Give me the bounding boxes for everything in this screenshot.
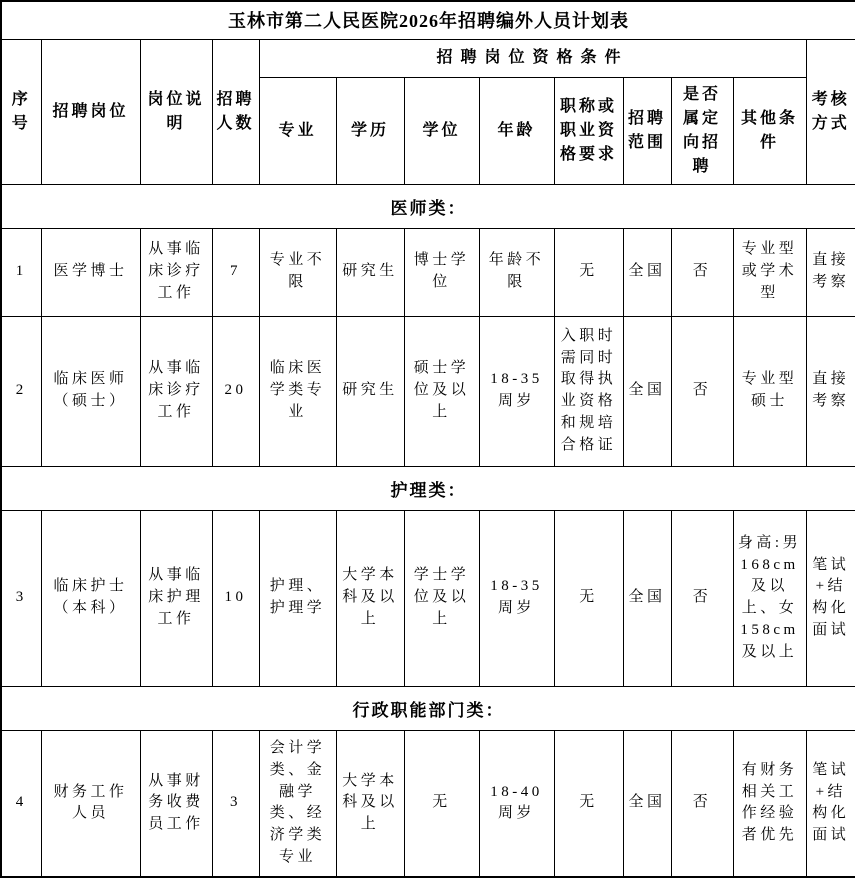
- section-label: 医师类：: [1, 184, 855, 228]
- cell-degree: 学士学位及以上: [404, 510, 479, 686]
- col-header-education: 学历: [336, 77, 404, 184]
- cell-education: 研究生: [336, 316, 404, 466]
- header-row-top: [1, 39, 855, 77]
- cell-major: 专业不限: [259, 228, 336, 316]
- cell-targeted: 否: [671, 730, 733, 877]
- cell-age: 18-35周岁: [479, 316, 554, 466]
- table-row: [1, 510, 855, 686]
- cell-degree: 无: [404, 730, 479, 877]
- cell-assessment: 直接考察: [806, 228, 855, 316]
- section-row: [1, 686, 855, 730]
- cell-major: 临床医学类专业: [259, 316, 336, 466]
- cell-education: 大学本科及以上: [336, 510, 404, 686]
- cell-headcount: 3: [212, 730, 259, 877]
- col-header-degree: 学位: [404, 77, 479, 184]
- cell-description: 从事临床诊疗工作: [140, 316, 212, 466]
- col-header-age: 年龄: [479, 77, 554, 184]
- cell-education: 大学本科及以上: [336, 730, 404, 877]
- cell-major: 护理、护理学: [259, 510, 336, 686]
- cell-headcount: 20: [212, 316, 259, 466]
- col-header-description: 岗位说明: [140, 39, 212, 184]
- cell-position: 临床护士（本科）: [41, 510, 140, 686]
- col-header-headcount: 招聘人数: [212, 39, 259, 184]
- table-row: [1, 316, 855, 466]
- col-header-qualification-group: 招聘岗位资格条件: [259, 39, 806, 77]
- cell-qualification: 无: [554, 730, 623, 877]
- col-header-position: 招聘岗位: [41, 39, 140, 184]
- page-title: 玉林市第二人民医院2026年招聘编外人员计划表: [1, 1, 855, 39]
- cell-scope: 全国: [623, 228, 671, 316]
- cell-headcount: 10: [212, 510, 259, 686]
- col-header-qualification: 职称或职业资格要求: [554, 77, 623, 184]
- section-label: 行政职能部门类：: [1, 686, 855, 730]
- cell-other: 有财务相关工作经验者优先: [733, 730, 806, 877]
- cell-description: 从事临床诊疗工作: [140, 228, 212, 316]
- cell-education: 研究生: [336, 228, 404, 316]
- cell-description: 从事财务收费员工作: [140, 730, 212, 877]
- cell-major: 会计学类、金融学类、经济学类专业: [259, 730, 336, 877]
- cell-qualification: 无: [554, 510, 623, 686]
- section-row: [1, 466, 855, 510]
- cell-qualification: 入职时需同时取得执业资格和规培合格证: [554, 316, 623, 466]
- cell-position: 财务工作人员: [41, 730, 140, 877]
- cell-age: 年龄不限: [479, 228, 554, 316]
- cell-index: 1: [1, 228, 41, 316]
- title-row: [1, 1, 855, 39]
- cell-index: 3: [1, 510, 41, 686]
- cell-targeted: 否: [671, 316, 733, 466]
- cell-index: 4: [1, 730, 41, 877]
- cell-scope: 全国: [623, 510, 671, 686]
- table-row: [1, 228, 855, 316]
- cell-other: 身高:男168cm及以上、女158cm及以上: [733, 510, 806, 686]
- cell-qualification: 无: [554, 228, 623, 316]
- cell-scope: 全国: [623, 730, 671, 877]
- cell-headcount: 7: [212, 228, 259, 316]
- cell-other: 专业型或学术型: [733, 228, 806, 316]
- cell-other: 专业型硕士: [733, 316, 806, 466]
- cell-description: 从事临床护理工作: [140, 510, 212, 686]
- col-header-targeted: 是否属定向招聘: [671, 77, 733, 184]
- cell-assessment: 笔试+结构化面试: [806, 510, 855, 686]
- cell-age: 18-35周岁: [479, 510, 554, 686]
- table-body: [1, 184, 855, 877]
- cell-assessment: 直接考察: [806, 316, 855, 466]
- col-header-major: 专业: [259, 77, 336, 184]
- table-row: [1, 730, 855, 877]
- cell-position: 医学博士: [41, 228, 140, 316]
- cell-degree: 硕士学位及以上: [404, 316, 479, 466]
- cell-age: 18-40周岁: [479, 730, 554, 877]
- col-header-index: 序号: [1, 39, 41, 184]
- section-label: 护理类：: [1, 466, 855, 510]
- cell-position: 临床医师（硕士）: [41, 316, 140, 466]
- cell-targeted: 否: [671, 510, 733, 686]
- cell-index: 2: [1, 316, 41, 466]
- col-header-scope: 招聘范围: [623, 77, 671, 184]
- cell-degree: 博士学位: [404, 228, 479, 316]
- cell-scope: 全国: [623, 316, 671, 466]
- section-row: [1, 184, 855, 228]
- cell-assessment: 笔试+结构化面试: [806, 730, 855, 877]
- col-header-assessment: 考核方式: [806, 39, 855, 184]
- cell-targeted: 否: [671, 228, 733, 316]
- col-header-other: 其他条件: [733, 77, 806, 184]
